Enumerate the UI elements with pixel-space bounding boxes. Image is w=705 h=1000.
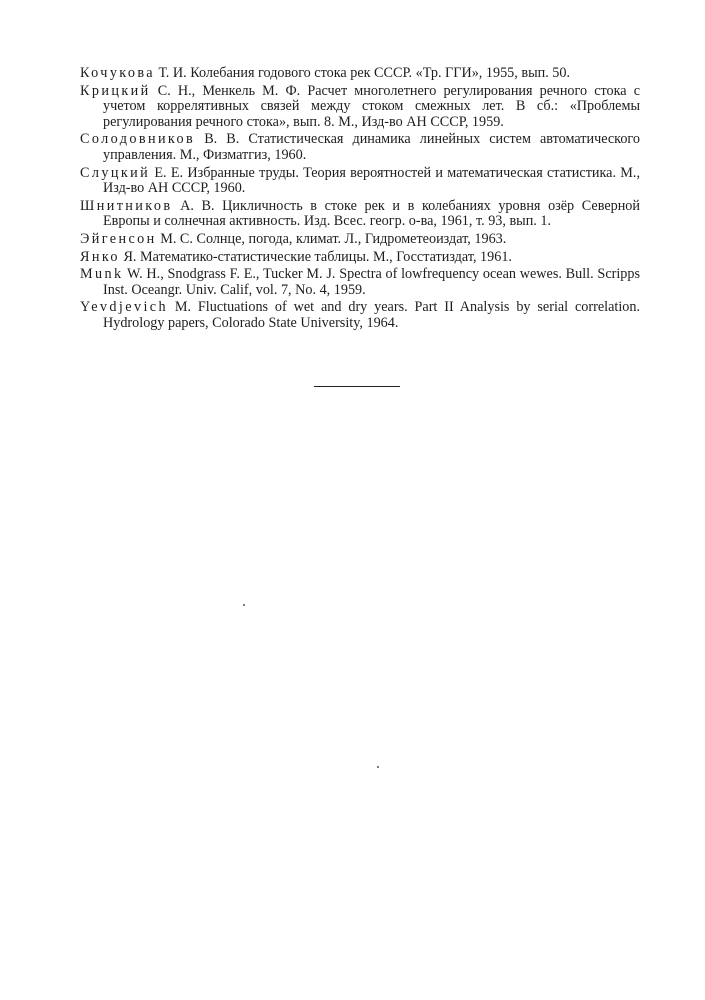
reference-text: М. С. Солнце, погода, климат. Л., Гидрометеоиздат, 1963. [156, 230, 507, 247]
reference-author: Крицкий [80, 82, 151, 99]
reference-author: Эйгенсон [80, 230, 157, 247]
reference-text: W. H., Snodgrass F. E., Tucker M. J. Spectra of lowfrequency ocean wewes. Bull. Scripps Inst. Oceangr. Univ. Calif, vol. 7, No. 4, 1959. [103, 266, 640, 298]
reference-item [80, 84, 640, 131]
reference-item [80, 132, 640, 163]
reference-item [80, 66, 640, 82]
reference-text: Я. Математико-статистические таблицы. М., Госстатиздат, 1961. [119, 248, 512, 265]
reference-item [80, 232, 640, 248]
reference-text: С. Н., Менкель М. Ф. Расчет многолетнего регулирования речного стока с учетом коррелятивных связей между стоком смежных лет. В сб.: «Проблемы регулирования речного стока», вып. 8. М., Изд-во АН СССР, 1959. [103, 82, 640, 130]
reference-author: Yevdjevich [80, 299, 168, 316]
reference-author: Шнитников [80, 197, 173, 214]
reference-author: Слуцкий [80, 164, 151, 181]
reference-text: А. В. Цикличность в стоке рек и в колебаниях уровня озёр Северной Европы и солнечная активность. Изд. Всес. геогр. о-ва, 1961, т. 93, вып. 1. [103, 197, 640, 230]
reference-author: Янко [80, 248, 120, 265]
reference-item [80, 250, 640, 266]
reference-text: M. Fluctuations of wet and dry years. Part II Analysis by serial correlation. Hydrology papers, Colorado State University, 1964. [103, 299, 640, 331]
reference-text: Т. И. Колебания годового стока рек СССР. «Тр. ГГИ», 1955, вып. 50. [155, 65, 571, 81]
reference-item [80, 199, 640, 230]
reference-author: Солодовников [80, 131, 196, 148]
reference-author: Кочукова [80, 65, 155, 81]
reference-item [80, 166, 640, 197]
end-rule [314, 386, 400, 387]
scan-speck [377, 766, 379, 768]
reference-author: Munk [80, 266, 124, 283]
reference-item [80, 267, 640, 298]
scan-speck [243, 604, 245, 606]
reference-list [80, 66, 640, 334]
reference-item [80, 300, 640, 331]
reference-text: Е. Е. Избранные труды. Теория вероятностей и математическая статистика. М., Изд-во АН СССР, 1960. [103, 164, 640, 197]
reference-text: В. В. Статистическая динамика линейных систем автоматического управления. М., Физматгиз, 1960. [103, 131, 640, 163]
